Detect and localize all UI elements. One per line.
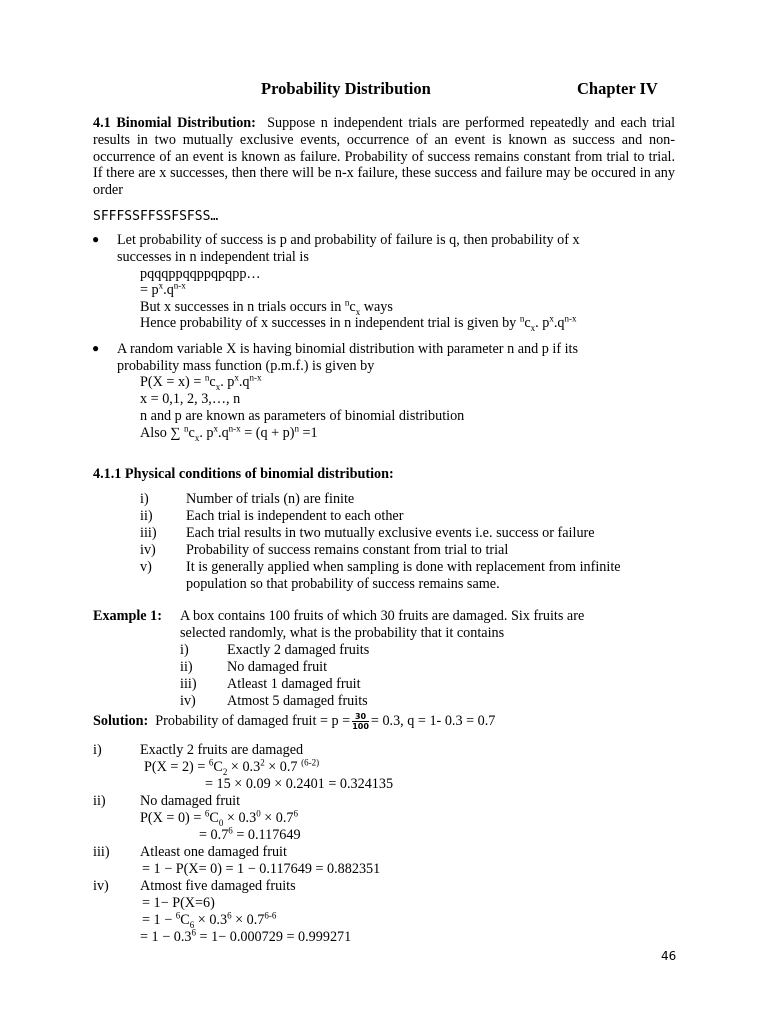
condition-text: Probability of success remains constant from trial to trial [186, 542, 509, 558]
b1-but-line [140, 299, 393, 316]
bullet1-line2: successes in n independent trial is [117, 249, 309, 265]
sup: 2 [260, 757, 265, 768]
fraction-denominator: 100 [352, 722, 369, 731]
example-label: Example 1: [93, 608, 162, 624]
text-part: = 1− 0.000729 = 0.999271 [195, 929, 352, 945]
solution-step-num: iii) [93, 844, 110, 860]
sup: 6 [208, 757, 214, 768]
sup: 6-6 [264, 910, 277, 921]
eq-part: = p [140, 282, 159, 298]
solution-step-title: Atleast one damaged fruit [140, 844, 287, 860]
page-number: 46 [661, 949, 677, 963]
solution-eq [199, 827, 301, 844]
text-part: .q [238, 374, 250, 390]
text-part: .q [553, 315, 565, 331]
bullet-dot: ● [92, 341, 100, 355]
sup: n-x [249, 372, 262, 383]
solution-eq: = 1− P(X=6) [142, 895, 215, 911]
text-part: C [180, 912, 190, 928]
sub: 0 [218, 817, 224, 828]
condition-text: Each trial is independent to each other [186, 508, 404, 524]
text-part: P(X = 2) = [144, 759, 209, 775]
text-part: But x successes in n trials occurs in [140, 299, 345, 315]
example-item-text: No damaged fruit [227, 659, 328, 675]
text-part: × 0.7 [264, 759, 302, 775]
text-part: × 0.3 [223, 810, 257, 826]
sub: 2 [222, 766, 228, 777]
solution-eq: = 15 × 0.09 × 0.2401 = 0.324135 [205, 776, 394, 792]
solution-step-num: i) [93, 742, 102, 758]
condition-num: i) [140, 491, 149, 507]
b1-equation [140, 282, 186, 299]
solution-step-num: ii) [93, 793, 106, 809]
solution-step-title: No damaged fruit [140, 793, 241, 809]
condition-num: v) [140, 559, 152, 575]
sup: n [519, 313, 525, 324]
text-part: × 0.3 [194, 912, 228, 928]
text-part: P(X = x) = [140, 374, 205, 390]
solution-eq [142, 912, 276, 929]
solution-line [93, 712, 495, 731]
example-line2: selected randomly, what is the probability that it contains [180, 625, 505, 641]
sup: 6 [228, 825, 233, 836]
sum-identity [140, 425, 318, 442]
solution-eq [140, 810, 298, 827]
sup: 6 [191, 927, 196, 938]
condition5-line2: population so that probability of success remains same. [186, 576, 500, 592]
b1-hence-line [140, 315, 576, 332]
text-part: ways [360, 299, 393, 315]
text-part: c [188, 425, 195, 441]
text-part: = (q + p) [240, 425, 295, 441]
bullet1-text [117, 232, 675, 249]
solution-step-title: Atmost five damaged fruits [140, 878, 296, 894]
x-range: x = 0,1, 2, 3,…, n [140, 391, 241, 407]
text-part: . p [535, 315, 550, 331]
sup: x [213, 423, 219, 434]
bullet2-line1: A random variable X is having binomial distribution with parameter n and p if its [117, 341, 579, 357]
text-part: .q [218, 425, 229, 441]
solution-step-title: Exactly 2 fruits are damaged [140, 742, 304, 758]
condition-text: Number of trials (n) are finite [186, 491, 355, 507]
example-item-num: ii) [180, 659, 193, 675]
condition-text [186, 559, 675, 576]
fraction-numerator: 30 [352, 712, 369, 722]
pmf-formula [140, 374, 262, 391]
sup: n-x [228, 423, 241, 434]
solution-eq [144, 759, 319, 776]
example-item-text: Exactly 2 damaged fruits [227, 642, 370, 658]
section-heading: 4.1 Binomial Distribution: [93, 115, 256, 131]
text-part: = 0.7 [199, 827, 229, 843]
condition-num: iv) [140, 542, 156, 558]
sup: x [549, 313, 554, 324]
bullet2-line2: probability mass function (p.m.f.) is given by [117, 358, 375, 374]
text-part: C [213, 759, 223, 775]
sup: x [234, 372, 239, 383]
condition-text: Each trial results in two mutually exclusive events i.e. success or failure [186, 525, 595, 541]
eq-sup: n-x [173, 280, 186, 291]
page-title: Probability Distribution [261, 79, 431, 98]
example-line1 [180, 608, 675, 625]
solution-text: Probability of damaged fruit = p = [155, 712, 351, 729]
sup: 6 [293, 808, 299, 819]
text-part: c [524, 315, 531, 331]
sup: 6 [227, 910, 232, 921]
solution-text: = 0.3, q = 1- 0.3 = 0.7 [370, 712, 496, 729]
solution-step-num: iv) [93, 878, 109, 894]
sub: x [215, 381, 221, 392]
solution-label: Solution: [93, 712, 149, 729]
text-part: × 0.7 [231, 912, 265, 928]
text-part: = 0.117649 [232, 827, 301, 843]
text-part: . p [199, 425, 214, 441]
sub: x [194, 432, 200, 443]
example-text: A box contains 100 fruits of which 30 fruits are damaged. Six fruits are [180, 608, 585, 624]
sup: 6 [175, 910, 181, 921]
text-part: =1 [298, 425, 318, 441]
condition-num: ii) [140, 508, 153, 524]
text-part: c [209, 374, 216, 390]
text-part: C [209, 810, 219, 826]
text-part: = 1 − [142, 912, 176, 928]
params-line: n and p are known as parameters of binomial distribution [140, 408, 465, 424]
sup: n [184, 423, 189, 434]
text-part: Also ∑ [140, 425, 185, 441]
text-part: . p [220, 374, 235, 390]
text-part: × 0.7 [260, 810, 294, 826]
example-item-text: Atmost 5 damaged fruits [227, 693, 368, 709]
text-part: c [349, 299, 356, 315]
text-part: P(X = 0) = [140, 810, 205, 826]
chapter-label: Chapter IV [577, 79, 658, 98]
sub: x [530, 322, 536, 333]
sub: x [355, 306, 361, 317]
binomial-intro-paragraph [93, 115, 675, 199]
sup: n [344, 297, 350, 308]
solution-eq [140, 929, 351, 946]
sup: 6 [204, 808, 210, 819]
sup: n [204, 372, 210, 383]
fraction [352, 712, 369, 731]
text-part: × 0.3 [227, 759, 261, 775]
condition-num: iii) [140, 525, 157, 541]
sub: 6 [189, 919, 195, 930]
condition5-line1: It is generally applied when sampling is done with replacement from infinite [186, 559, 621, 575]
example-item-num: iv) [180, 693, 196, 709]
sup: (6-2) [301, 757, 320, 768]
seq2: pqqqppqqppqpqpp… [140, 266, 261, 282]
bullet-dot: ● [92, 232, 100, 246]
eq-sup: x [158, 280, 164, 291]
sup: n [294, 423, 299, 434]
sup: 0 [256, 808, 261, 819]
eq-part: .q [163, 282, 174, 298]
example-item-num: iii) [180, 676, 197, 692]
sequence-example: SFFFSSFFSSFSFSS… [93, 209, 219, 224]
bullet1-line1: Let probability of success is p and probability of failure is q, then probability of x [117, 232, 580, 248]
example-item-num: i) [180, 642, 189, 658]
sup: n-x [564, 313, 577, 324]
bullet2-text [117, 341, 675, 358]
example-item-text: Atleast 1 damaged fruit [227, 676, 361, 692]
text-part: Hence probability of x successes in n independent trial is given by [140, 315, 520, 331]
solution-eq: = 1 − P(X= 0) = 1 − 0.117649 = 0.882351 [142, 861, 381, 877]
section-intro-text: Suppose n independent trials are performed repeatedly and each trial results in two mutually exclusive events, occurrence of an event is known as success and non-occurrence of an event is known as failure. Probability of success remains constant from trial to trial. If there are x successes, then there will be n-x failure, these success and failure may be occured in any order [93, 115, 676, 199]
conditions-heading: 4.1.1 Physical conditions of binomial distribution: [93, 466, 394, 482]
text-part: = 1 − 0.3 [140, 929, 192, 945]
